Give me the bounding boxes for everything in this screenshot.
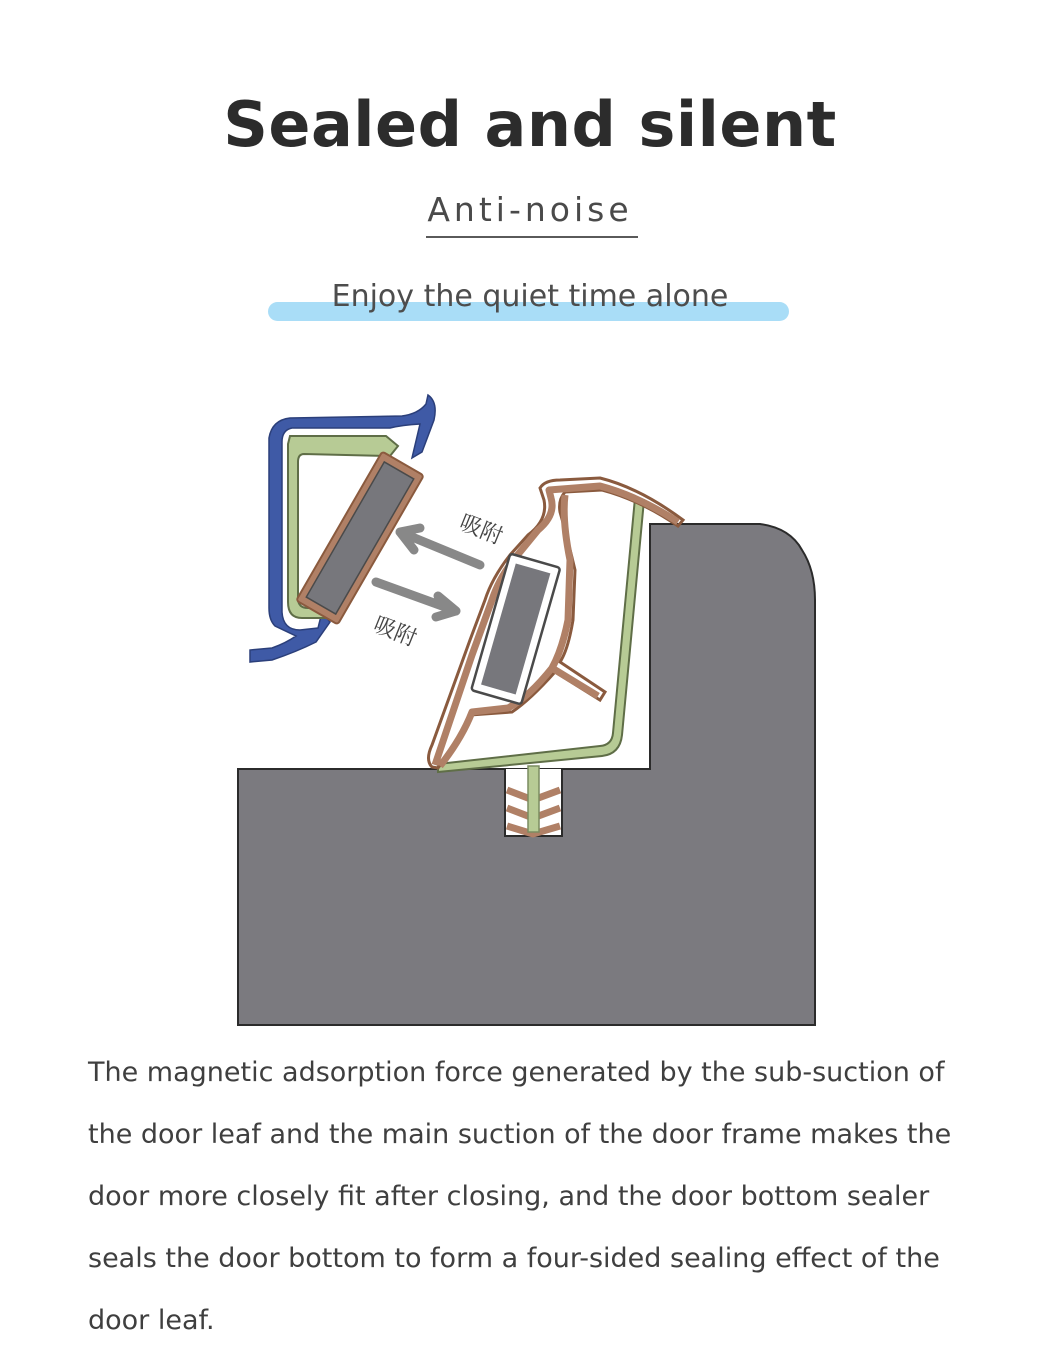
arrow-label-top: 吸附 bbox=[455, 510, 506, 551]
arrow-label-bottom: 吸附 bbox=[369, 612, 420, 653]
seal-cross-section-diagram bbox=[0, 380, 1060, 1040]
description-text: The magnetic adsorption force generated by the sub-suction of the door leaf and the main suction of the door frame makes the door more closely fit after closing, and the door bottom sealer seals the door bottom to form a four-sided sealing effect of the door leaf. bbox=[88, 1057, 952, 1336]
subtitle: Anti-noise bbox=[427, 190, 633, 229]
arrow-right-icon bbox=[376, 582, 456, 617]
tagline: Enjoy the quiet time alone bbox=[331, 279, 729, 314]
subtitle-underline bbox=[426, 236, 638, 238]
page-title: Sealed and silent bbox=[223, 88, 837, 161]
